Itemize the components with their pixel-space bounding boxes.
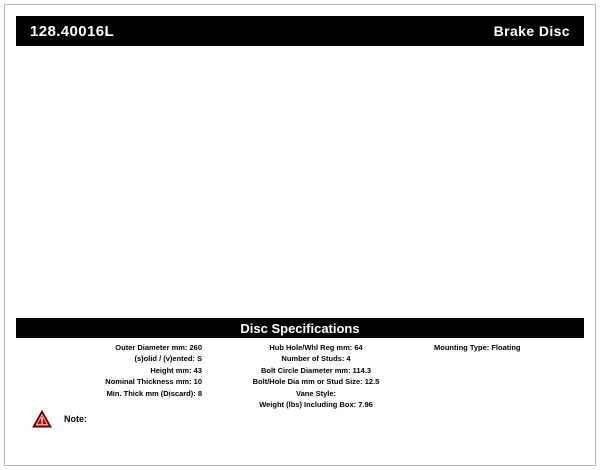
specs-middle-column <box>206 342 426 410</box>
spec-item: Hub Hole/Whl Reg mm: 64 <box>269 343 363 352</box>
specifications-columns <box>16 342 584 410</box>
note-label: Note: <box>64 414 87 424</box>
spec-item: Bolt Circle Diameter mm: 114.3 <box>260 365 372 375</box>
spec-item: Vane Style: <box>295 388 337 398</box>
specifications-title: Disc Specifications <box>240 320 360 336</box>
spec-item: Weight (lbs) Including Box: 7.96 <box>259 400 373 410</box>
spec-item: Nominal Thickness mm: 10 <box>105 377 202 387</box>
spec-item: Mounting Type: Floating <box>434 343 521 352</box>
warning-triangle-icon <box>32 410 52 428</box>
specifications-title-bar <box>16 318 584 338</box>
spec-item: Bolt/Hole Dia mm or Stud Size: 12.5 <box>252 377 380 387</box>
specs-right-column <box>426 342 584 353</box>
spec-item: Min. Thick mm (Discard): 8 <box>106 388 202 398</box>
product-image-area <box>16 50 584 315</box>
spec-item: Outer Diameter mm: 260 <box>115 343 202 352</box>
specs-left-column <box>16 342 206 399</box>
part-number: 128.40016L <box>30 22 115 40</box>
spec-item: Height mm: 43 <box>150 365 202 375</box>
spec-item: (s)olid / (v)ented: S <box>134 354 202 364</box>
note-row <box>32 410 87 428</box>
product-type-label: Brake Disc <box>493 23 570 39</box>
header-bar <box>16 16 584 46</box>
spec-item: Number of Studs: 4 <box>281 354 351 364</box>
